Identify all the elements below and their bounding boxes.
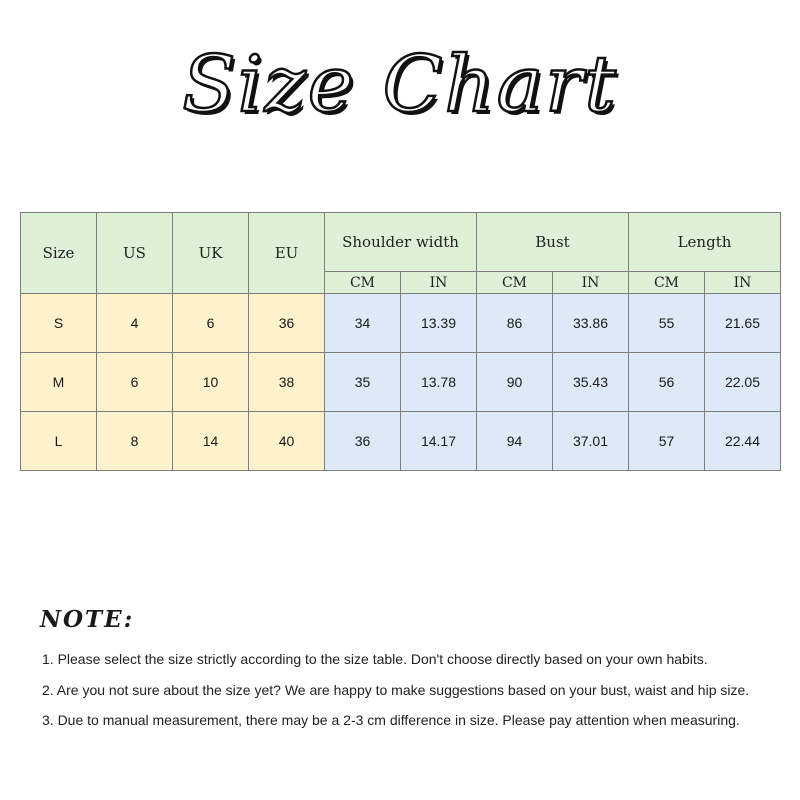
note-title: NOTE: [40, 606, 135, 633]
cell-bust-cm: 94 [477, 412, 553, 471]
cell-shoulder-cm: 34 [325, 294, 401, 353]
cell-uk: 10 [173, 353, 249, 412]
cell-shoulder-in: 14.17 [401, 412, 477, 471]
cell-bust-in: 35.43 [553, 353, 629, 412]
header-shoulder-width: Shoulder width [325, 213, 477, 272]
cell-us: 6 [97, 353, 173, 412]
cell-shoulder-cm: 36 [325, 412, 401, 471]
header-us: US [97, 213, 173, 294]
cell-length-cm: 55 [629, 294, 705, 353]
cell-length-in: 22.44 [705, 412, 781, 471]
cell-length-in: 21.65 [705, 294, 781, 353]
cell-size: M [21, 353, 97, 412]
header-eu: EU [249, 213, 325, 294]
page-title: Size Chart [182, 40, 618, 130]
cell-uk: 14 [173, 412, 249, 471]
cell-shoulder-in: 13.78 [401, 353, 477, 412]
cell-size: L [21, 412, 97, 471]
subheader-bust-in: IN [553, 272, 629, 294]
subheader-shoulder-cm: CM [325, 272, 401, 294]
note-line-1: 1. Please select the size strictly according to the size table. Don't choose directly based on your own habits. [42, 651, 708, 667]
cell-eu: 40 [249, 412, 325, 471]
subheader-bust-cm: CM [477, 272, 553, 294]
cell-length-cm: 56 [629, 353, 705, 412]
cell-bust-in: 37.01 [553, 412, 629, 471]
header-bust: Bust [477, 213, 629, 272]
cell-shoulder-in: 13.39 [401, 294, 477, 353]
cell-eu: 38 [249, 353, 325, 412]
subheader-length-in: IN [705, 272, 781, 294]
subheader-length-cm: CM [629, 272, 705, 294]
size-table [20, 212, 781, 471]
table-row [21, 412, 781, 471]
cell-bust-cm: 90 [477, 353, 553, 412]
note-line-3: 3. Due to manual measurement, there may be a 2-3 cm difference in size. Please pay attention when measuring. [42, 712, 740, 728]
cell-bust-cm: 86 [477, 294, 553, 353]
cell-length-cm: 57 [629, 412, 705, 471]
cell-bust-in: 33.86 [553, 294, 629, 353]
cell-shoulder-cm: 35 [325, 353, 401, 412]
cell-uk: 6 [173, 294, 249, 353]
table-row [21, 294, 781, 353]
header-length: Length [629, 213, 781, 272]
subheader-shoulder-in: IN [401, 272, 477, 294]
header-size: Size [21, 213, 97, 294]
cell-size: S [21, 294, 97, 353]
header-uk: UK [173, 213, 249, 294]
cell-eu: 36 [249, 294, 325, 353]
cell-length-in: 22.05 [705, 353, 781, 412]
table-row [21, 353, 781, 412]
cell-us: 4 [97, 294, 173, 353]
note-line-2: 2. Are you not sure about the size yet? We are happy to make suggestions based on your bust, waist and hip size. [42, 682, 750, 698]
cell-us: 8 [97, 412, 173, 471]
